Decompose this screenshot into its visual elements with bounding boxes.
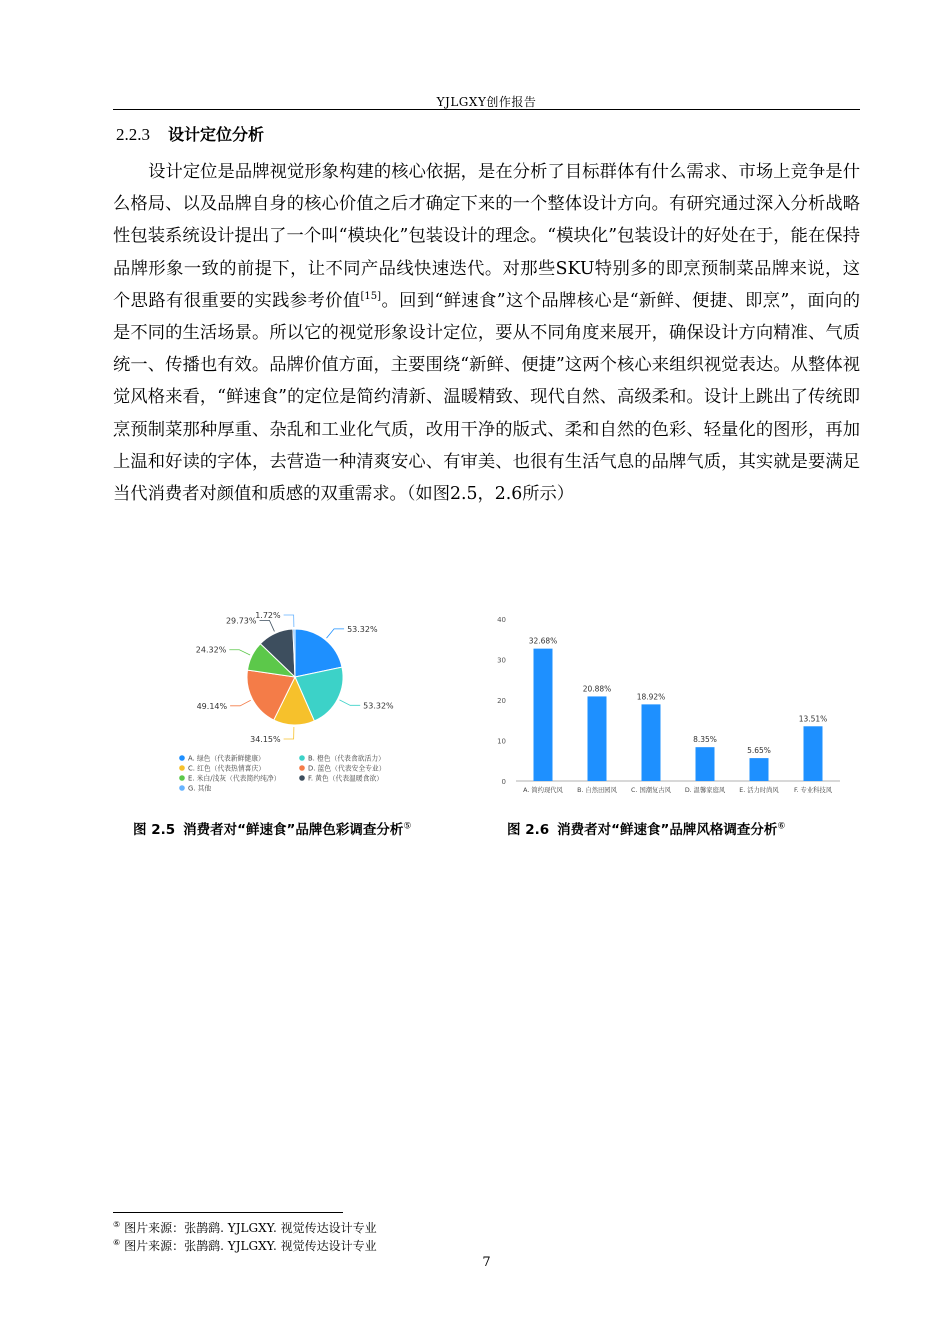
paragraph-text-1: 设计定位是品牌视觉形象构建的核心依据，是在分析了目标群体有什么需求、市场上竞争是什么格局、以及品牌自身的核心价值之后才确定下来的一个整体设计方向。有研究通过深入分析战略性包装系统设计提出了一个叫“模块化”包装设计的理念。“模块化”包装设计的好处在于，能在保持品牌形象一致的前提下，让不同产品线快速迭代。对那些SKU特别多的即烹预制菜品牌来说，这个思路有很重要的实践参考价值 — [113, 162, 860, 311]
y-tick-label: 20 — [497, 697, 506, 705]
page-number: 7 — [482, 1255, 491, 1270]
bar[interactable] — [696, 747, 715, 781]
bar-data-label: 32.68% — [528, 636, 558, 646]
footnote-mark: ⑤ — [113, 1220, 121, 1229]
caption-footnote-mark[interactable]: ⑥ — [777, 821, 786, 832]
caption-text: 消费者对“鲜速食”品牌风格调查分析 — [557, 822, 778, 838]
section-heading — [116, 122, 264, 145]
pie-data-label: 29.73% — [225, 616, 257, 626]
footnote-text: 图片来源：张鹊鹞. YJLGXY. 视觉传达设计专业 — [124, 1221, 377, 1235]
legend-swatch — [299, 775, 305, 781]
footnote-text: 图片来源：张鹊鹞. YJLGXY. 视觉传达设计专业 — [124, 1239, 377, 1253]
bar[interactable] — [642, 704, 661, 781]
running-header: YJLGXY创作报告 — [436, 95, 537, 109]
color-survey-pie-chart — [170, 600, 420, 800]
x-category-label: B. 自然田园风 — [577, 787, 617, 794]
caption-label: 图 2.5 — [133, 822, 176, 838]
legend-label: A. 绿色（代表新鲜健康） — [188, 754, 265, 763]
legend-label: D. 蓝色（代表安全专业） — [308, 764, 386, 773]
pie-leader-line — [259, 620, 274, 631]
footnote-mark: ⑥ — [113, 1238, 121, 1247]
figure-2-6-caption — [507, 818, 785, 838]
pie-data-label: 53.32% — [363, 701, 394, 711]
legend-swatch — [179, 755, 185, 761]
footnote — [113, 1237, 377, 1254]
legend-swatch — [299, 765, 305, 771]
header-rule — [113, 109, 860, 110]
legend-label: C. 红色（代表热情喜庆） — [188, 764, 266, 773]
pie-data-label: 1.72% — [255, 611, 281, 621]
legend-swatch — [179, 775, 185, 781]
pie-leader-line — [230, 700, 251, 706]
pie-data-label: 49.14% — [196, 701, 228, 711]
caption-footnote-mark[interactable]: ⑤ — [403, 821, 412, 832]
footnote-rule — [113, 1212, 343, 1213]
legend-label: E. 米白/浅灰（代表简约纯净） — [188, 774, 281, 783]
bar[interactable] — [534, 649, 553, 781]
pie-data-label: 53.32% — [347, 624, 378, 634]
footnote — [113, 1219, 377, 1236]
legend-label: G. 其他 — [188, 784, 212, 793]
bar-data-label: 13.51% — [798, 714, 828, 724]
pie-leader-line — [284, 727, 294, 739]
bar[interactable] — [804, 726, 823, 781]
caption-text: 消费者对“鲜速食”品牌色彩调查分析 — [183, 822, 404, 838]
bar[interactable] — [588, 696, 607, 781]
body-paragraph — [113, 156, 860, 510]
legend-label: B. 橙色（代表食欲活力） — [308, 754, 385, 763]
y-tick-label: 30 — [497, 656, 506, 665]
bar-data-label: 18.92% — [636, 692, 666, 702]
legend-swatch — [179, 785, 185, 791]
y-tick-label: 10 — [497, 737, 506, 746]
pie-data-label: 34.15% — [250, 734, 281, 744]
pie-data-label: 24.32% — [195, 645, 227, 655]
figure-2-5-caption — [133, 818, 411, 838]
bar-data-label: 5.65% — [747, 746, 771, 756]
pie-leader-line — [327, 629, 345, 638]
x-category-label: D. 温馨家庭风 — [684, 787, 726, 794]
x-category-label: F. 专业科技风 — [793, 787, 833, 794]
legend-swatch — [179, 765, 185, 771]
legend-label: F. 黄色（代表温暖食欲） — [308, 774, 384, 783]
color-survey-pie-figure — [170, 600, 420, 800]
pie-leader-line — [284, 615, 294, 627]
style-survey-bar-chart — [490, 608, 845, 800]
x-category-label: C. 国潮复古风 — [631, 787, 671, 794]
y-tick-label: 0 — [501, 778, 506, 786]
pie-leader-line — [339, 700, 360, 705]
citation-ref[interactable]: [15] — [360, 291, 382, 303]
section-title: 设计定位分析 — [168, 125, 265, 144]
paragraph-text-2: 。回到“鲜速食”这个品牌核心是“新鲜、便捷、即烹”，面向的是不同的生活场景。所以它的视觉形象设计定位，要从不同角度来展开，确保设计方向精准、气质统一、传播也有效。品牌价值方面，主要围绕“新鲜、便捷”这两个核心来组织视觉表达。从整体视觉风格来看，“鲜速食”的定位是简约清新、温暖精致、现代自然、高级柔和。设计上跳出了传统即烹预制菜那种厚重、杂乱和工业化气质，改用干净的版式、柔和自然的色彩、轻量化的图形，再加上温和好读的字体，去营造一种清爽安心、有审美、也很有生活气息的品牌气质，其实就是要满足当代消费者对颜值和质感的双重需求。（如图2.5，2.6所示） — [113, 290, 860, 505]
x-category-label: E. 活力时尚风 — [739, 787, 779, 794]
bar-data-label: 8.35% — [693, 735, 717, 745]
legend-swatch — [299, 755, 305, 761]
pie-leader-line — [229, 650, 250, 655]
section-number: 2.2.3 — [116, 125, 150, 144]
caption-label: 图 2.6 — [507, 822, 550, 838]
x-category-label: A. 简约现代风 — [523, 787, 563, 794]
y-tick-label: 40 — [497, 616, 506, 624]
style-survey-bar-figure — [490, 608, 845, 800]
bar-data-label: 20.88% — [582, 684, 612, 694]
bar[interactable] — [750, 758, 769, 781]
